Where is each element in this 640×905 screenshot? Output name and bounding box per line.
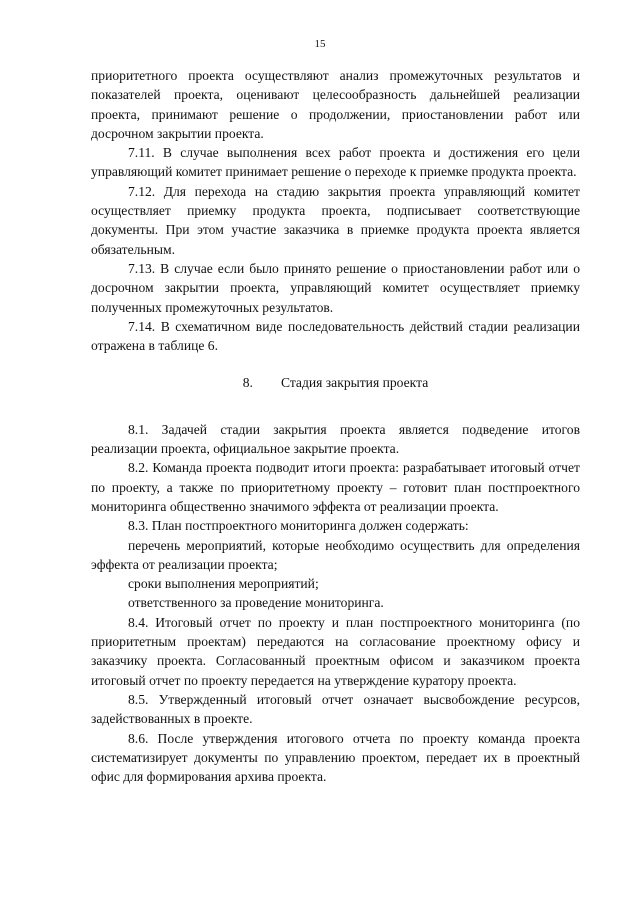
paragraph-7-12: 7.12. Для перехода на стадию закрытия проекта управляющий комитет осуществляет приемку продукта проекта, подписывает соответствующие документы. При этом участие заказчика в приемке продукта проекта является обязательным. [91, 183, 580, 257]
paragraph-7-13: 7.13. В случае если было принято решение о приостановлении работ или о досрочном закрытии проекта, управляющий комитет осуществляет приемку полученных промежуточных результатов. [91, 260, 580, 315]
paragraph-8-2: 8.2. Команда проекта подводит итоги проекта: разрабатывает итоговый отчет по проекту, а также по приоритетному проекту – готовит план постпроектного мониторинга общественно значимого эффекта от реализации проекта. [91, 460, 580, 514]
section-heading [91, 373, 580, 392]
page-number: 15 [314, 38, 326, 50]
paragraph-continuation: приоритетного проекта осуществляют анализ промежуточных результатов и показателей проекта, оценивают целесообразность дальнейшей реализации проекта, принимают решение о продолжении, приостановлении работ или досрочном закрытии проекта. [91, 68, 580, 141]
paragraph-7-14: 7.14. В схематичном виде последовательность действий стадии реализации отражена в таблице 6. [91, 318, 580, 354]
section-number: 8. [242, 375, 253, 391]
paragraph-8-6: 8.6. После утверждения итогового отчета по проекту команда проекта систематизирует документы по управлению проектом, передает их в проектный офис для формирования архива проекта. [91, 730, 580, 785]
paragraph-7-11: 7.11. В случае выполнения всех работ проекта и достижения его цели управляющий комитет принимает решение о переходе к приемке продукта проекта. [91, 145, 580, 180]
list-item-measures: перечень мероприятий, которые необходимо осуществить для определения эффекта от реализации проекта; [91, 537, 580, 572]
paragraph-8-4: 8.4. Итоговый отчет по проекту и план постпроектного мониторинга (по приоритетным проектам) передаются на согласование проектному офису и заказчику проекта. Согласованный проектным офисом и заказчиком проекта итоговый отчет по проекту передается на утверждение куратору проекта. [91, 614, 580, 688]
document-body [91, 66, 580, 786]
section-title: Стадия закрытия проекта [280, 375, 429, 391]
paragraph-8-1: 8.1. Задачей стадии закрытия проекта является подведение итогов реализации проекта, официальное закрытие проекта. [91, 421, 580, 457]
list-item-deadlines: сроки выполнения мероприятий; [128, 576, 319, 592]
paragraph-8-5: 8.5. Утвержденный итоговый отчет означает высвобождение ресурсов, задействованных в проекте. [91, 691, 580, 727]
paragraph-8-3: 8.3. План постпроектного мониторинга должен содержать: [128, 518, 469, 534]
list-item-responsible: ответственного за проведение мониторинга. [128, 595, 384, 611]
